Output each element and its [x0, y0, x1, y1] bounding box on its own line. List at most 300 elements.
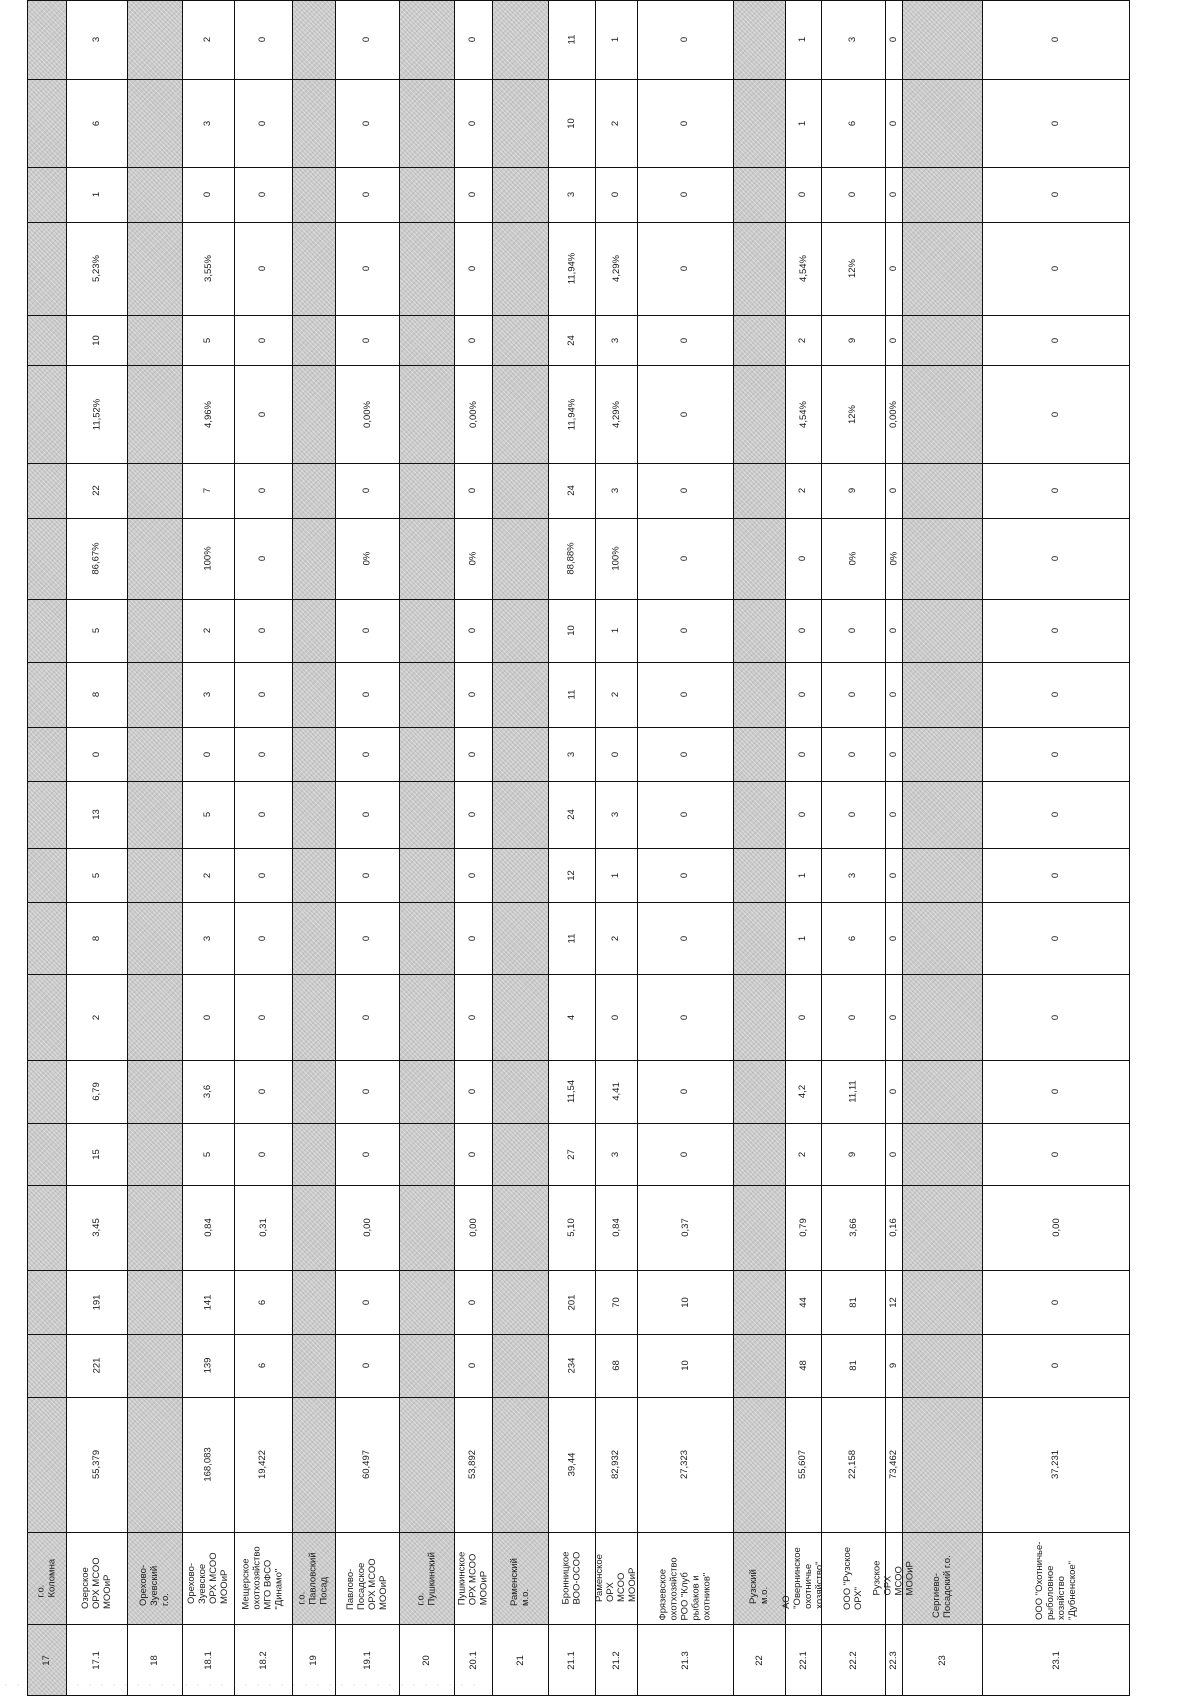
value-cell-text: 88,88%: [565, 542, 577, 575]
value-cell-text: 0: [467, 751, 479, 757]
value-cell: [66, 315, 127, 365]
value-cell: [335, 1185, 399, 1270]
value-cell-text: 234: [565, 1357, 577, 1374]
value-cell: [66, 974, 127, 1060]
value-cell-text: 11: [566, 34, 577, 45]
value-cell-text: 0: [202, 1014, 214, 1020]
value-cell: [66, 463, 127, 518]
value-cell: [785, 848, 821, 902]
value-cell-text: 1: [90, 191, 102, 198]
value-cell: [982, 974, 1130, 1060]
value-cell-text: 7: [202, 487, 214, 494]
row-id: [637, 1624, 733, 1696]
row-id-text: 23.1: [1050, 1650, 1062, 1670]
value-cell-text: 3,55%: [202, 255, 214, 282]
value-cell-text: 0: [679, 36, 691, 43]
value-cell: [66, 1397, 127, 1532]
value-cell: [785, 902, 821, 974]
value-cell: [821, 599, 885, 662]
value-cell: [785, 1334, 821, 1397]
value-cell: [982, 781, 1130, 848]
value-cell: [335, 974, 399, 1060]
value-cell: [637, 79, 733, 167]
value-cell-text: 0: [257, 1014, 269, 1020]
value-cell: [182, 315, 234, 365]
organization-name-text: Раменское ОРХ МСОО МООиР: [594, 1554, 639, 1602]
value-cell-text: 0: [679, 872, 691, 878]
data-table: [27, 0, 1130, 1696]
value-cell: [595, 902, 637, 974]
value-cell-text: 0: [257, 555, 269, 562]
value-cell-text: 3: [610, 1151, 622, 1157]
value-cell-text: 11: [566, 933, 577, 943]
row-id: [785, 1624, 821, 1696]
value-cell: [982, 463, 1130, 518]
value-cell: [637, 1123, 733, 1185]
value-cell: [548, 599, 595, 662]
value-cell: [182, 167, 234, 222]
value-cell: [182, 974, 234, 1060]
value-cell-text: 0: [90, 751, 102, 757]
value-cell-text: 0: [1050, 555, 1062, 562]
value-cell: [982, 1185, 1130, 1270]
value-cell-text: 0: [887, 811, 899, 818]
value-cell: [785, 315, 821, 365]
value-cell: [66, 1060, 127, 1123]
value-cell-text: 0: [361, 337, 373, 343]
value-cell-text: 0: [467, 811, 479, 818]
value-cell: [335, 781, 399, 848]
value-cell-text: 0,00%: [361, 400, 373, 428]
value-cell: [885, 974, 902, 1060]
value-cell: [885, 365, 902, 463]
value-cell: [982, 79, 1130, 167]
value-cell-text: 0: [1050, 411, 1062, 417]
value-cell-text: 191: [90, 1294, 102, 1310]
value-cell-text: 11,54: [565, 1079, 577, 1104]
value-cell-text: 0: [467, 691, 479, 698]
organization-name-text: ООО "Рузское ОРХ": [842, 1546, 864, 1610]
value-cell: [548, 365, 595, 463]
organization-name: [637, 1532, 733, 1624]
organization-name: [234, 1532, 292, 1624]
value-cell-text: 0: [887, 265, 899, 272]
value-cell: [885, 1397, 902, 1532]
value-cell-text: 0: [610, 1014, 622, 1020]
value-cell-text: 4: [565, 1014, 577, 1020]
value-cell-text: 8: [90, 691, 102, 698]
value-cell-text: 10: [565, 117, 577, 129]
value-cell: [785, 1060, 821, 1123]
value-cell-text: 0: [887, 751, 899, 757]
value-cell-text: 0: [467, 1362, 479, 1369]
value-cell: [234, 167, 292, 222]
value-cell-text: 0: [679, 191, 691, 198]
value-cell: [785, 222, 821, 315]
value-cell: [885, 848, 902, 902]
value-cell-text: 0: [257, 191, 269, 198]
value-cell-text: 0: [1050, 935, 1062, 941]
row-id-text: 17: [40, 1654, 52, 1666]
value-cell: [182, 902, 234, 974]
value-cell: [637, 222, 733, 315]
section-title-text: Раменский м.о.: [509, 1558, 531, 1606]
value-cell-text: 0: [797, 751, 809, 757]
value-cell-text: 5,23%: [91, 255, 102, 282]
organization-name: [335, 1532, 399, 1624]
value-cell: [234, 222, 292, 315]
value-cell-text: 0: [679, 751, 691, 757]
value-cell-text: 81: [847, 1296, 859, 1308]
value-cell: [595, 315, 637, 365]
value-cell-text: 0: [467, 265, 479, 272]
organization-name-text: Мещерское охотхозяйство МГО ВФСО "Динамо": [241, 1546, 285, 1610]
value-cell: [982, 315, 1130, 365]
value-cell: [182, 781, 234, 848]
value-cell-text: 6,79: [91, 1082, 102, 1101]
value-cell: [335, 599, 399, 662]
value-cell-text: 168,083: [202, 1447, 214, 1482]
value-cell: [595, 662, 637, 727]
value-cell-text: 0: [679, 120, 691, 126]
value-cell-text: 2: [202, 36, 214, 43]
value-cell-text: 0%: [847, 551, 859, 566]
value-cell: [27, 365, 66, 463]
value-cell: [454, 848, 492, 902]
value-cell: [27, 848, 66, 902]
organization-name: [982, 1532, 1130, 1624]
value-cell: [454, 727, 492, 781]
value-cell: [234, 79, 292, 167]
value-cell-text: 0: [361, 36, 373, 43]
value-cell: [548, 974, 595, 1060]
value-cell: [454, 0, 492, 79]
value-cell-text: 11,94%: [565, 398, 577, 430]
value-cell-text: 0: [797, 691, 809, 698]
value-cell: [982, 222, 1130, 315]
value-cell-text: 0: [1050, 691, 1062, 698]
value-cell-text: 55,379: [91, 1449, 102, 1480]
value-cell-text: 0%: [361, 551, 373, 566]
value-cell: [234, 1270, 292, 1334]
value-cell: [454, 1060, 492, 1123]
value-cell-text: 44: [797, 1296, 809, 1308]
value-cell: [66, 518, 127, 599]
value-cell-text: 0: [887, 36, 899, 43]
value-cell-text: 0: [847, 691, 859, 698]
value-cell-text: 0: [1050, 191, 1062, 198]
value-cell: [637, 1397, 733, 1532]
value-cell-text: 5: [202, 1151, 214, 1157]
value-cell: [182, 222, 234, 315]
value-cell: [548, 1270, 595, 1334]
organization-name-text: Бронницкое ВОО-ОСОО: [560, 1551, 583, 1605]
value-cell-text: 13: [90, 809, 102, 820]
value-cell: [785, 365, 821, 463]
row-id-text: 17.1: [91, 1650, 102, 1670]
value-cell: [182, 848, 234, 902]
value-cell-text: 12: [887, 1296, 899, 1308]
value-cell-text: 1: [797, 36, 809, 43]
value-cell: [335, 1123, 399, 1185]
value-cell-text: 0,00: [361, 1218, 373, 1237]
value-cell: [885, 315, 902, 365]
value-cell: [548, 167, 595, 222]
value-cell: [454, 315, 492, 365]
value-cell: [637, 1060, 733, 1123]
value-cell: [454, 222, 492, 315]
value-cell: [885, 0, 902, 79]
value-cell-text: 3: [565, 751, 577, 757]
row-id-text: 22: [753, 1654, 765, 1666]
organization-name-text: ООО "Охотничье-рыболовное хозяйство "Дубненское": [1034, 1541, 1078, 1620]
value-cell: [982, 167, 1130, 222]
value-cell: [454, 662, 492, 727]
value-cell: [548, 848, 595, 902]
value-cell-text: 1: [797, 935, 809, 941]
value-cell: [66, 902, 127, 974]
value-cell-text: 6: [847, 120, 859, 126]
value-cell-text: 0,79: [797, 1218, 809, 1237]
value-cell-text: 0: [887, 691, 899, 698]
value-cell-text: 0: [1050, 872, 1062, 878]
value-cell-text: 4,29%: [610, 255, 622, 282]
value-cell: [548, 79, 595, 167]
value-cell: [885, 167, 902, 222]
value-cell-text: 0: [467, 627, 479, 634]
value-cell: [785, 463, 821, 518]
value-cell-text: 0: [887, 872, 899, 878]
value-cell: [454, 1334, 492, 1397]
value-cell-text: 0: [361, 935, 373, 941]
value-cell-text: 0: [797, 555, 809, 562]
row-id-text: 19: [307, 1654, 319, 1666]
value-cell: [885, 1270, 902, 1334]
value-cell: [27, 974, 66, 1060]
value-cell: [595, 1397, 637, 1532]
value-cell-text: 3: [610, 811, 622, 818]
value-cell: [821, 1334, 885, 1397]
value-cell-text: 5,10: [566, 1218, 577, 1237]
organization-name: [182, 1532, 234, 1624]
value-cell: [66, 167, 127, 222]
value-cell-text: 0: [361, 1362, 373, 1369]
value-cell: [982, 518, 1130, 599]
value-cell: [182, 727, 234, 781]
value-cell-text: 0: [610, 751, 622, 757]
section-title: [399, 1532, 454, 1624]
value-cell: [637, 315, 733, 365]
value-cell: [454, 463, 492, 518]
value-cell-text: 0,37: [679, 1218, 691, 1237]
value-cell: [454, 902, 492, 974]
value-cell: [454, 1185, 492, 1270]
value-cell-text: 68: [610, 1360, 622, 1371]
value-cell: [785, 79, 821, 167]
section-title: [27, 1532, 66, 1624]
value-cell-text: 0: [257, 811, 269, 818]
row-id: [548, 1624, 595, 1696]
value-cell-text: 3,66: [847, 1218, 859, 1237]
value-cell-text: 0: [361, 1299, 373, 1305]
value-cell: [637, 848, 733, 902]
value-cell: [335, 848, 399, 902]
value-cell-text: 0: [1050, 811, 1062, 818]
value-cell: [885, 79, 902, 167]
value-cell-text: 0: [1050, 1299, 1062, 1305]
value-cell: [66, 0, 127, 79]
value-cell-text: 4,41: [610, 1082, 622, 1101]
value-cell-text: 0,84: [610, 1218, 622, 1237]
value-cell-text: 0,00%: [888, 400, 899, 428]
value-cell: [234, 727, 292, 781]
value-cell-text: 4,2: [797, 1084, 809, 1099]
value-cell-text: 9: [887, 1362, 899, 1369]
value-cell: [335, 365, 399, 463]
value-cell: [885, 902, 902, 974]
section-title-text: г.о. Павловский Посад: [297, 1551, 331, 1605]
value-cell-text: 0: [257, 1151, 269, 1157]
value-cell: [785, 518, 821, 599]
organization-name-text: Озерское ОРХ МСОО МООиР: [80, 1556, 113, 1609]
value-cell-text: 0,00: [467, 1218, 479, 1237]
value-cell: [637, 902, 733, 974]
row-id-text: 21.3: [679, 1650, 691, 1670]
value-cell: [785, 0, 821, 79]
value-cell: [66, 1123, 127, 1185]
row-id: [733, 1624, 785, 1696]
value-cell-text: 0: [202, 191, 214, 198]
value-cell: [595, 463, 637, 518]
value-cell-text: 0: [1050, 751, 1062, 757]
row-id-text: 21.2: [610, 1650, 622, 1670]
section-title-text: Орехово-Зуевский г.о.: [138, 1564, 171, 1606]
row-id-text: 18.2: [257, 1650, 269, 1670]
organization-name-text: Рузское ОРХ МСОО МООиР: [871, 1560, 916, 1596]
value-cell: [885, 727, 902, 781]
value-cell: [595, 781, 637, 848]
value-cell: [234, 365, 292, 463]
value-cell-text: 81: [847, 1360, 859, 1371]
value-cell: [182, 365, 234, 463]
value-cell-text: 70: [610, 1296, 622, 1308]
value-cell-text: 0: [257, 1088, 269, 1095]
row-id: [595, 1624, 637, 1696]
value-cell: [785, 781, 821, 848]
value-cell: [27, 222, 66, 315]
section-row-shading: [292, 0, 335, 1624]
value-cell: [637, 1185, 733, 1270]
row-id: [982, 1624, 1130, 1696]
value-cell-text: 3: [202, 935, 214, 941]
value-cell: [335, 463, 399, 518]
value-cell-text: 27: [565, 1148, 577, 1160]
value-cell-text: 2: [797, 1151, 809, 1157]
value-cell-text: 11: [566, 689, 577, 700]
value-cell: [595, 1270, 637, 1334]
value-cell-text: 3: [847, 36, 859, 43]
value-cell-text: 0: [361, 1151, 373, 1157]
value-cell-text: 1: [797, 120, 809, 126]
value-cell: [454, 365, 492, 463]
value-cell: [454, 167, 492, 222]
value-cell: [182, 1334, 234, 1397]
value-cell: [548, 518, 595, 599]
organization-name-text: Пушкинское ОРХ МСОО МООиР: [456, 1551, 490, 1605]
value-cell: [785, 727, 821, 781]
value-cell-text: 0,31: [257, 1218, 269, 1237]
value-cell-text: 0: [679, 811, 691, 818]
value-cell: [66, 599, 127, 662]
value-cell-text: 1: [610, 872, 622, 878]
row-id-text: 18.1: [202, 1650, 214, 1670]
section-row-shading: [492, 0, 548, 1624]
value-cell-text: 0: [257, 627, 269, 634]
value-cell: [454, 781, 492, 848]
value-cell: [637, 1334, 733, 1397]
value-cell: [548, 902, 595, 974]
organization-name-text: Фрязевское охотхозяйство РОО "Клуб рыбаков и охотников": [657, 1556, 713, 1620]
value-cell: [66, 222, 127, 315]
value-cell: [234, 315, 292, 365]
scan-noise: [0, 1682, 480, 1688]
row-id-text: 19.1: [361, 1650, 373, 1670]
value-cell-text: 0: [467, 1088, 479, 1095]
value-cell: [234, 974, 292, 1060]
section-row-shading: [733, 0, 785, 1624]
value-cell-text: 221: [90, 1357, 102, 1374]
value-cell: [27, 1185, 66, 1270]
value-cell-text: 1: [610, 627, 622, 634]
value-cell-text: 0: [1050, 36, 1062, 43]
value-cell: [234, 1185, 292, 1270]
value-cell: [335, 518, 399, 599]
value-cell-text: 0: [361, 487, 373, 494]
value-cell-text: 0: [847, 1014, 859, 1020]
value-cell-text: 3: [90, 36, 102, 43]
value-cell-text: 0: [887, 337, 899, 343]
value-cell-text: 0: [847, 751, 859, 757]
value-cell: [637, 463, 733, 518]
section-title-text: Сергиево-Посадский г.о.: [931, 1555, 953, 1618]
value-cell-text: 0: [467, 337, 479, 343]
value-cell: [182, 1185, 234, 1270]
value-cell-text: 0: [467, 487, 479, 494]
value-cell-text: 22,158: [847, 1449, 859, 1480]
value-cell: [548, 1334, 595, 1397]
value-cell: [335, 79, 399, 167]
value-cell: [548, 0, 595, 79]
row-id-text: 23: [936, 1654, 948, 1666]
value-cell: [982, 662, 1130, 727]
value-cell-text: 201: [565, 1294, 577, 1310]
value-cell-text: 0: [257, 487, 269, 494]
value-cell: [982, 599, 1130, 662]
value-cell-text: 0: [257, 265, 269, 272]
value-cell: [595, 727, 637, 781]
section-row-shading: [127, 0, 182, 1624]
value-cell-text: 0: [797, 627, 809, 634]
organization-name-text: Орехово-Зуевское ОРХ МСОО МООиР: [186, 1552, 230, 1604]
value-cell-text: 0,16: [888, 1218, 899, 1237]
value-cell: [785, 1397, 821, 1532]
value-cell: [182, 518, 234, 599]
value-cell: [821, 463, 885, 518]
value-cell: [548, 222, 595, 315]
value-cell-text: 0: [361, 265, 373, 272]
value-cell: [637, 727, 733, 781]
value-cell: [885, 781, 902, 848]
